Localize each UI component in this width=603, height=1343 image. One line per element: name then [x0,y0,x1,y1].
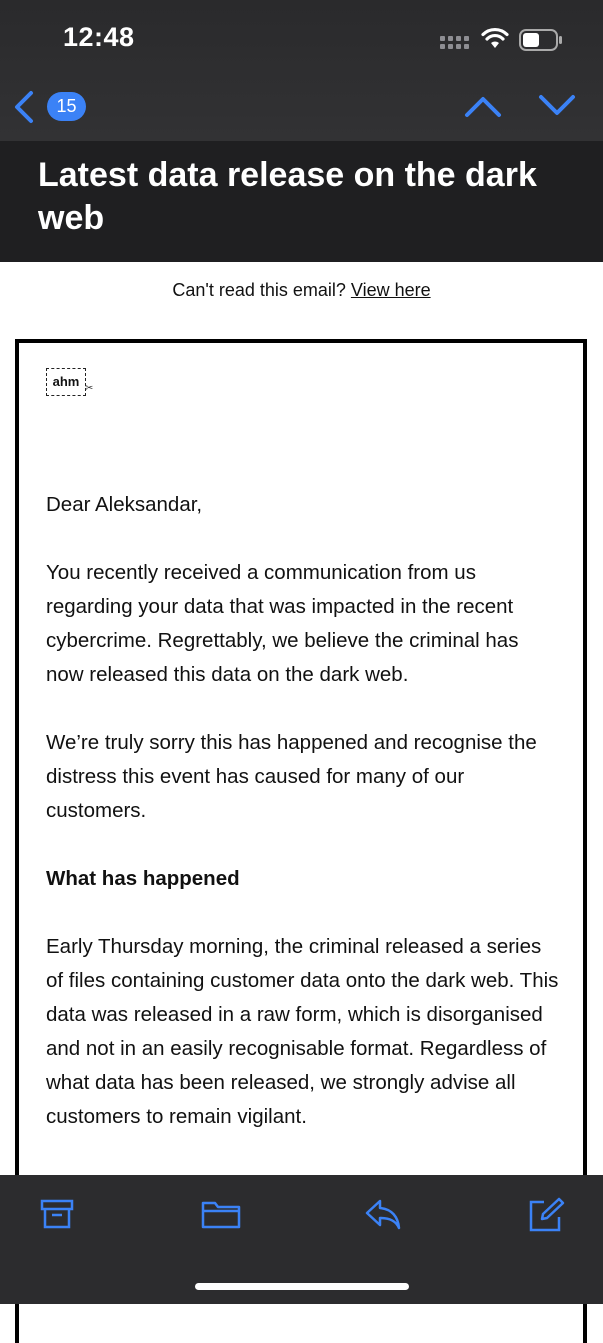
brand-logo: ahm [46,368,86,396]
greeting: Dear Aleksandar, [46,493,203,516]
archive-icon[interactable] [40,1197,74,1231]
back-chevron-icon[interactable] [12,90,36,124]
preheader [0,280,603,301]
unread-count-badge[interactable]: 15 [47,92,86,121]
email-body [0,262,603,1175]
battery-icon [519,29,563,51]
email-subject: Latest data release on the dark web [38,156,537,237]
status-time: 12:48 [63,22,135,52]
paragraph-3: Early Thursday morning, the criminal released a series of files containing customer data onto the dark web. This data was released in a raw form, which is disorganised and not in an easily recognisable format. Regardless of what data has been released, we strongly advise all customers to remain vigilant. [46,935,559,1128]
folder-icon[interactable] [201,1197,241,1231]
wifi-icon [481,28,509,50]
previous-message-chevron-up-icon[interactable] [464,94,502,118]
logo-mark-icon: ✂ [85,383,94,394]
reply-icon[interactable] [364,1197,402,1231]
preheader-text: Can't read this email? [172,280,346,300]
compose-icon[interactable] [528,1197,564,1233]
home-indicator [195,1283,409,1290]
cellular-signal-icon [440,36,472,50]
next-message-chevron-down-icon[interactable] [538,94,576,118]
message-header [0,0,603,262]
section-heading: What has happened [46,867,240,890]
paragraph-1: You recently received a communication from us regarding your data that was impacted in the recent cybercrime. Regrettably, we believe the criminal has now released this data on the dark web. [46,561,519,686]
navigation-bar [0,0,603,141]
email-text [46,488,561,1270]
view-here-link[interactable]: View here [350,280,431,300]
bottom-toolbar [0,1175,603,1304]
paragraph-2: We’re truly sorry this has happened and recognise the distress this event has caused for many of our customers. [46,731,537,822]
